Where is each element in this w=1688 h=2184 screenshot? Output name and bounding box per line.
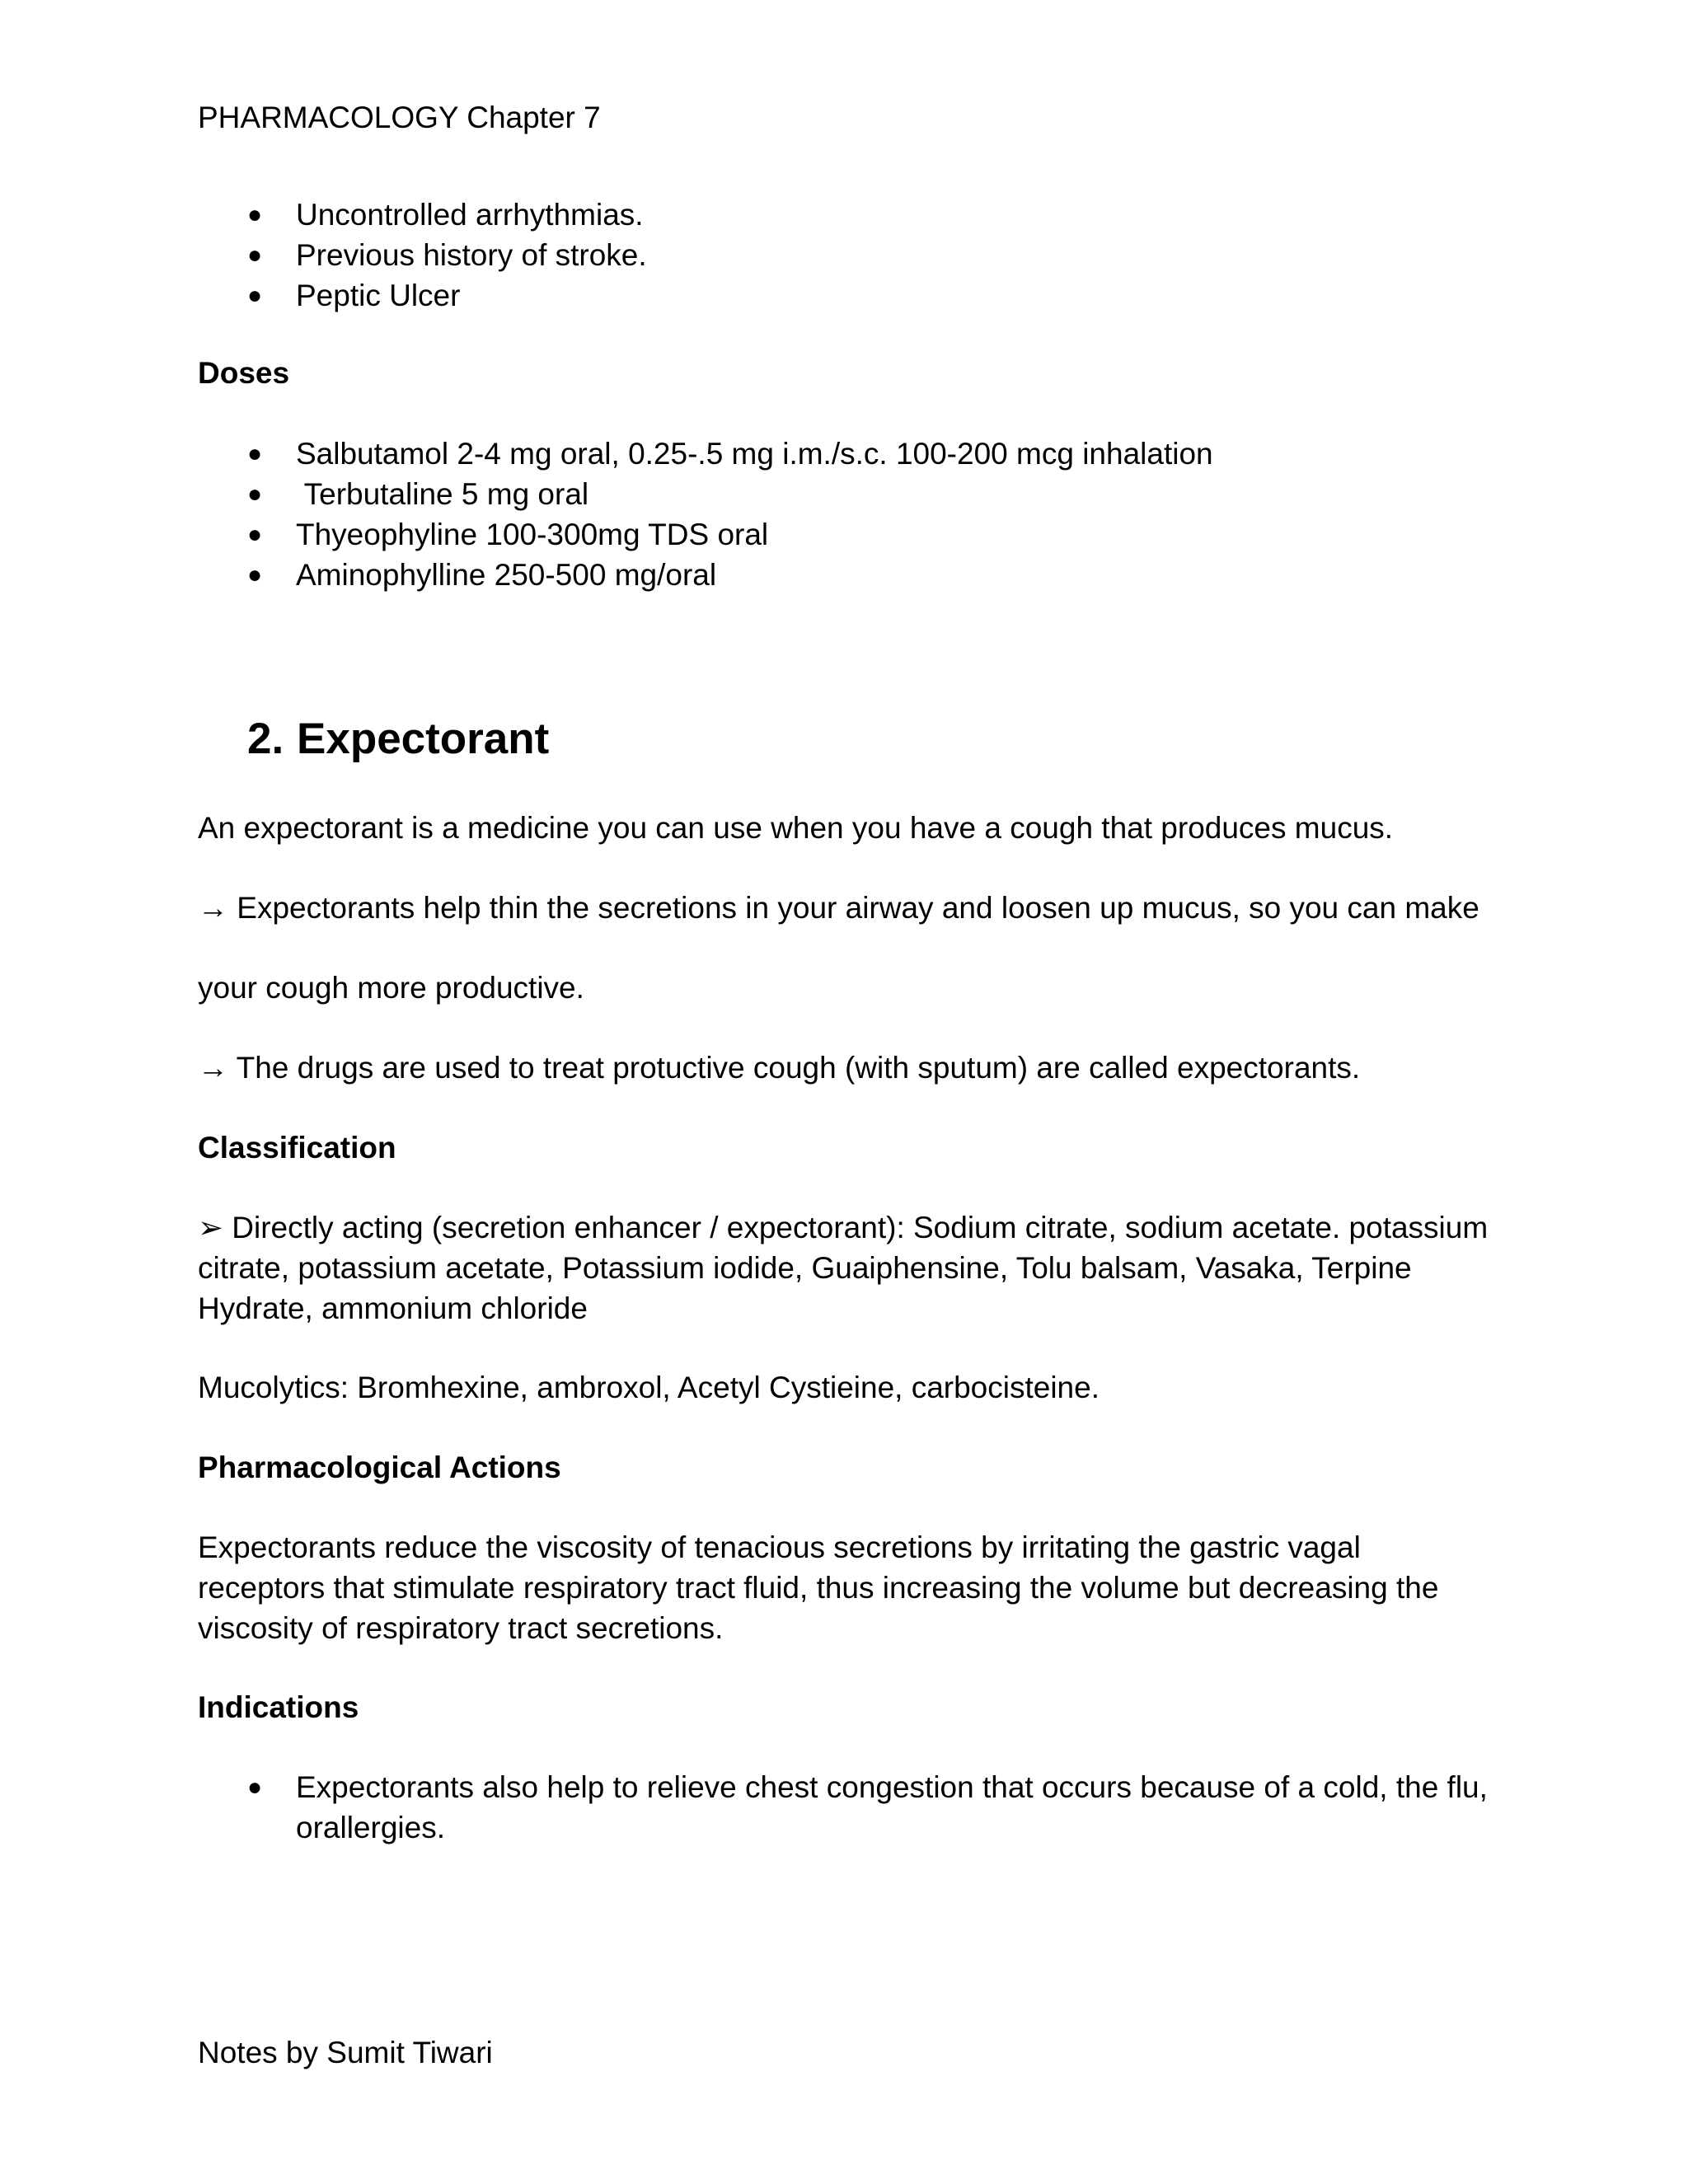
bullet-icon: ● <box>247 440 263 467</box>
bullet-icon: ● <box>247 480 263 508</box>
intro-paragraph: An expectorant is a medicine you can use when you have a cough that produces mucus. <box>198 811 1394 845</box>
contraindications-list <box>0 194 647 316</box>
list-item: ● Uncontrolled arrhythmias. <box>0 194 647 235</box>
bullet-icon: ● <box>247 1774 263 1801</box>
list-item: ● Thyeophyline 100-300mg TDS oral <box>0 514 1213 555</box>
list-item: ● Aminophylline 250-500 mg/oral <box>0 555 1213 595</box>
list-item-continued: orallergies. <box>296 1811 445 1844</box>
point-paragraph-continued: your cough more productive. <box>198 971 584 1005</box>
pharmacological-actions-heading: Pharmacological Actions <box>198 1451 561 1484</box>
bullet-icon: ● <box>247 561 263 588</box>
classification-heading: Classification <box>198 1131 396 1165</box>
bullet-icon: ● <box>247 521 263 548</box>
page-footer: Notes by Sumit Tiwari <box>198 2036 493 2069</box>
indications-heading: Indications <box>198 1690 359 1724</box>
point-paragraph: → Expectorants help thin the secretions in your airway and loosen up mucus, so you can make <box>198 891 1479 925</box>
point-paragraph: → The drugs are used to treat protuctive cough (with sputum) are called expectorants. <box>198 1051 1361 1085</box>
doses-heading: Doses <box>198 356 290 390</box>
list-item: ● Peptic Ulcer <box>0 275 647 316</box>
list-item: ● Terbutaline 5 mg oral <box>0 474 1213 514</box>
list-item: ● Salbutamol 2-4 mg oral, 0.25-.5 mg i.m./s.c. 100-200 mcg inhalation <box>0 434 1213 474</box>
mucolytics-paragraph: Mucolytics: Bromhexine, ambroxol, Acetyl Cystieine, carbocisteine. <box>198 1371 1100 1404</box>
page-header: PHARMACOLOGY Chapter 7 <box>198 101 601 134</box>
doses-list <box>0 434 1213 595</box>
bullet-icon: ● <box>247 241 263 269</box>
pharmacological-actions-paragraph: Expectorants reduce the viscosity of tenacious secretions by irritating the gastric vagal receptors that stimulate respiratory tract fluid, thus increasing the volume but decreasing the viscosity of respiratory tract secretions. <box>198 1530 1439 1645</box>
directly-acting-paragraph: ➢ Directly acting (secretion enhancer / expectorant): Sodium citrate, sodium acetate. potassium citrate, potassium acetate, Potassium iodide, Guaiphensine, Tolu balsam, Vasaka, Terpine Hydrate, ammonium chloride <box>198 1211 1489 1325</box>
bullet-icon: ● <box>247 201 263 228</box>
section-heading <box>247 710 549 768</box>
list-item: ● Expectorants also help to relieve chest congestion that occurs because of a cold, the flu, <box>0 1767 1488 1807</box>
section-number: 2. <box>247 715 284 763</box>
section-title: Expectorant <box>297 715 550 763</box>
indications-list <box>0 1767 1488 1848</box>
list-item: ● Previous history of stroke. <box>0 235 647 275</box>
bullet-icon: ● <box>247 282 263 309</box>
